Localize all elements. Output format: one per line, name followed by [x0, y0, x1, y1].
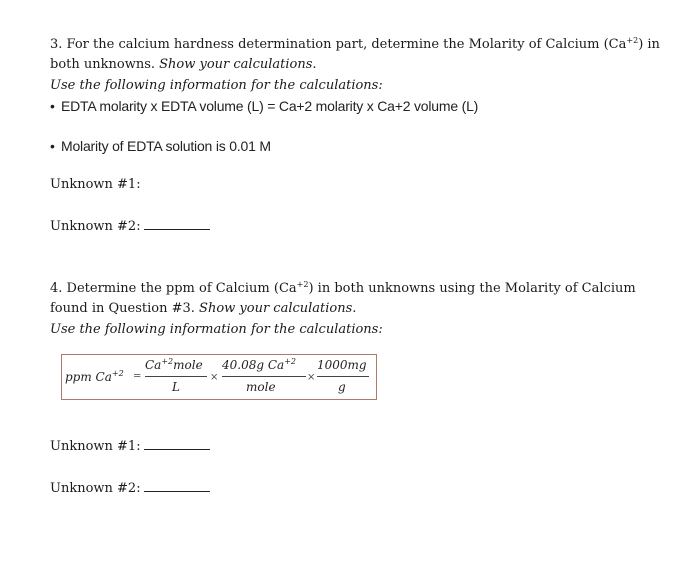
formula-times-1: ×: [210, 372, 219, 383]
q4-unknown1-answer-blank[interactable]: [144, 438, 210, 450]
formula-term3-denominator: g: [338, 380, 346, 394]
q3-bullet-equation: • EDTA molarity x EDTA volume (L) = Ca+2 molarity x Ca+2 volume (L): [50, 98, 479, 114]
q4-unknown1: Unknown #1:: [50, 438, 210, 455]
formula-term2-numerator: 40.08g $Ca^{+2}$: [222, 357, 296, 372]
q3-unknown2: Unknown #2:: [50, 218, 210, 235]
q3-prompt-line2: both unknowns. Show your calculations.: [50, 57, 317, 72]
q3-bullet-edta-molarity: • Molarity of EDTA solution is 0.01 M: [50, 138, 271, 154]
q4-prompt-line1: 4. Determine the ppm of Calcium $(Ca^{+2})$ in both unknowns using the Molarity of Calcium: [50, 280, 636, 296]
formula-term1-denominator: L: [172, 380, 180, 394]
q4-instructions: Use the following information for the calculations:: [50, 322, 383, 337]
formula-equals: =: [133, 371, 142, 382]
formula-term2-fraction-bar: [222, 376, 306, 377]
formula-lhs: ppm $Ca^{+2}$: [65, 369, 124, 384]
bullet-dot: •: [50, 138, 55, 154]
q4-prompt-line2: found in Question #3. Show your calculations.: [50, 301, 357, 316]
q3-prompt-line1: 3. For the calcium hardness determination part, determine the Molarity of Calcium $(Ca^{+2})$ in: [50, 36, 660, 52]
formula-term1-numerator: $Ca^{+2}mole$: [145, 357, 203, 372]
q3-unknown2-answer-blank[interactable]: [144, 218, 210, 230]
formula-term3-numerator: 1000mg: [317, 358, 367, 372]
formula-term3-fraction-bar: [317, 376, 369, 377]
bullet-dot: •: [50, 98, 55, 114]
q3-instructions: Use the following information for the calculations:: [50, 78, 383, 93]
ppm-formula-box: [61, 354, 377, 400]
formula-times-2: ×: [307, 372, 316, 383]
formula-term1-fraction-bar: [145, 376, 207, 377]
formula-term2-denominator: mole: [246, 380, 276, 394]
q4-unknown2: Unknown #2:: [50, 480, 210, 497]
q4-unknown2-answer-blank[interactable]: [144, 480, 210, 492]
q3-unknown1-label: Unknown #1:: [50, 177, 141, 192]
